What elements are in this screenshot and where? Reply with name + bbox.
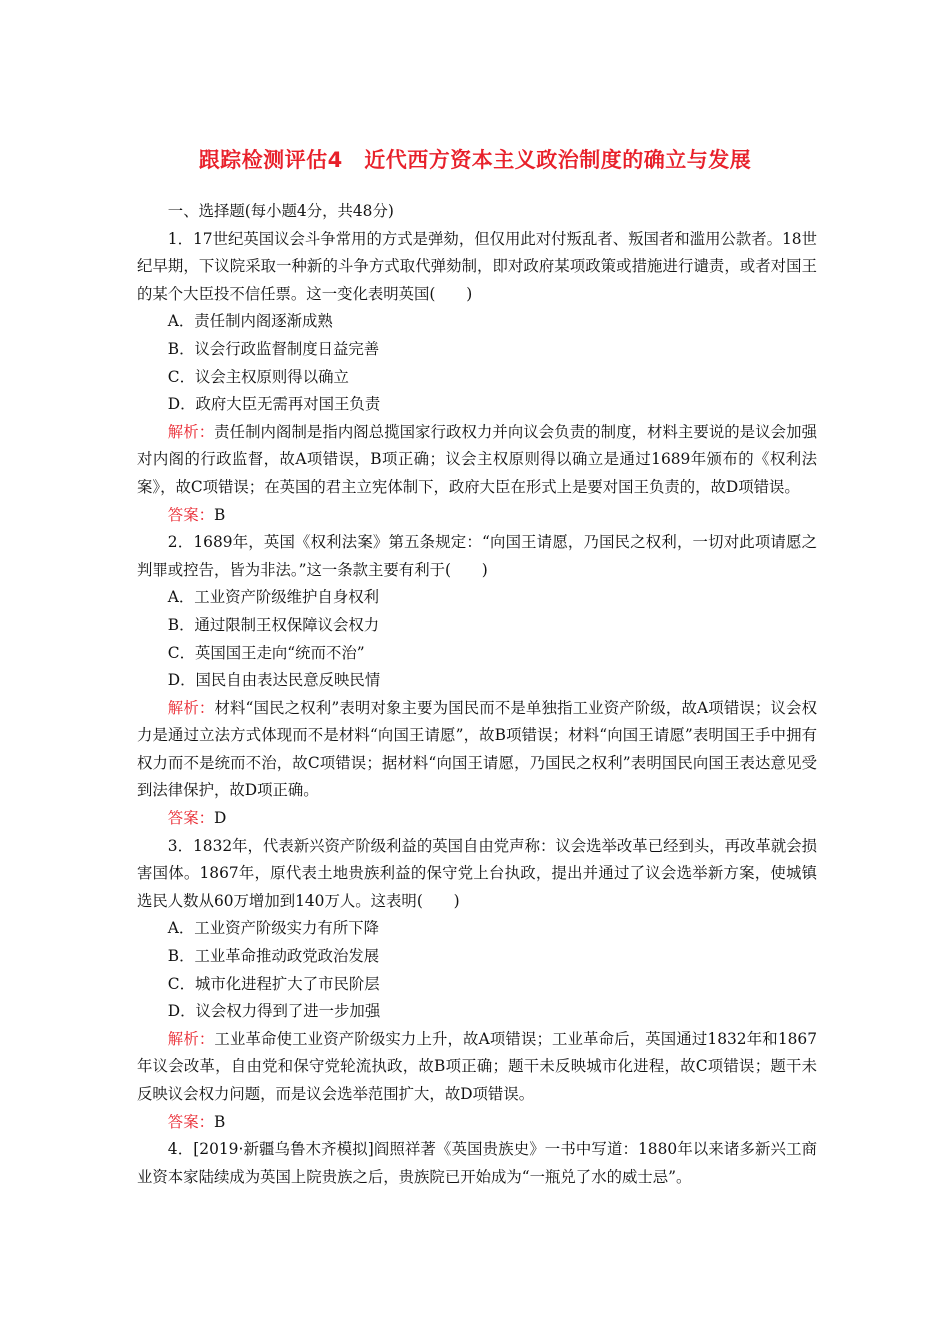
option-d: D．国民自由表达民意反映民情 — [167, 671, 381, 690]
answer-line — [137, 805, 817, 833]
question-stem: 2．1689年，英国《权利法案》第五条规定：“向国王请愿，乃国民之权利，一切对此项请愿之判罪或控告，皆为非法。”这一条款主要有利于( ) — [137, 533, 817, 579]
answer-label: 答案： — [167, 809, 214, 828]
analysis-paragraph — [137, 695, 817, 805]
analysis-label: 解析： — [167, 1029, 215, 1048]
analysis-text: 材料“国民之权利”表明对象主要为国民而不是单独指工业资产阶级，故A项错误；议会权力是通过立法方式体现而不是材料“向国王请愿”，故B项错误；材料“向国王请愿”表明国王手中拥有权力而不是统而不治，故C项错误；据材料“向国王请愿，乃国民之权利”表明国民向国王表达意见受到法律保护，故D项正确。 — [137, 698, 817, 800]
option-a: A．工业资产阶级维护自身权利 — [167, 588, 379, 607]
analysis-label: 解析： — [167, 422, 215, 441]
section-heading: 一、选择题(每小题4分，共48分) — [167, 202, 394, 220]
option-a: A．责任制内阁逐渐成熟 — [167, 312, 333, 331]
question-stem: 3．1832年，代表新兴资产阶级利益的英国自由党声称：议会选举改革已经到头，再改革就会损害国体。1867年，原代表土地贵族利益的保守党上台执政，提出并通过了议会选举新方案，使城镇选民人数从60万增加到140万人。这表明( ) — [137, 836, 817, 910]
option-c: C．城市化进程扩大了市民阶层 — [167, 974, 380, 993]
question-block — [137, 529, 817, 833]
answer-label: 答案： — [167, 505, 214, 524]
analysis-paragraph — [137, 1026, 817, 1109]
answer-value: B — [213, 1112, 226, 1131]
page-title: 跟踪检测评估4 近代西方资本主义政治制度的确立与发展 — [198, 148, 752, 172]
option-c: C．议会主权原则得以确立 — [167, 367, 349, 386]
question-stem: 1．17世纪英国议会斗争常用的方式是弹劾，但仅用此对付叛乱者、叛国者和滥用公款者。18世纪早期，下议院采取一种新的斗争方式取代弹劾制，即对政府某项政策或措施进行谴责，或者对国王的某个大臣投不信任票。这一变化表明英国( ) — [137, 229, 817, 303]
question-block — [137, 226, 817, 530]
question-stem: 4．[2019·新疆乌鲁木齐模拟]阎照祥著《英国贵族史》一书中写道：1880年以来诸多新兴工商业资本家陆续成为英国上院贵族之后，贵族院已开始成为“一瓶兑了水的威士忌”。 — [137, 1140, 817, 1186]
question-block — [137, 833, 817, 1137]
analysis-label: 解析： — [167, 698, 215, 717]
option-c: C．英国国王走向“统而不治” — [167, 643, 365, 662]
option-d: D．议会权力得到了进一步加强 — [167, 1002, 381, 1021]
answer-line — [137, 1109, 817, 1137]
option-a: A．工业资产阶级实力有所下降 — [167, 919, 379, 938]
analysis-paragraph — [137, 419, 817, 502]
option-b: B．工业革命推动政党政治发展 — [167, 947, 380, 966]
answer-line — [137, 502, 817, 530]
option-d: D．政府大臣无需再对国王负责 — [167, 395, 381, 414]
option-b: B．议会行政监督制度日益完善 — [167, 339, 380, 358]
answer-value: D — [213, 809, 227, 828]
answer-label: 答案： — [167, 1112, 214, 1131]
option-b: B．通过限制王权保障议会权力 — [167, 615, 380, 634]
analysis-text: 责任制内阁制是指内阁总揽国家行政权力并向议会负责的制度，材料主要说的是议会加强对内阁的行政监督，故A项错误，B项正确；议会主权原则得以确立是通过1689年颁布的《权利法案》，故C项错误；在英国的君主立宪体制下，政府大臣在形式上是要对国王负责的，故D项错误。 — [137, 422, 817, 496]
document-body — [137, 198, 817, 1191]
analysis-text: 工业革命使工业资产阶级实力上升，故A项错误；工业革命后，英国通过1832年和1867年议会改革，自由党和保守党轮流执政，故B项正确；题干未反映城市化进程，故C项错误；题干未反映议会权力问题，而是议会选举范围扩大，故D项错误。 — [137, 1029, 817, 1103]
answer-value: B — [213, 505, 226, 524]
